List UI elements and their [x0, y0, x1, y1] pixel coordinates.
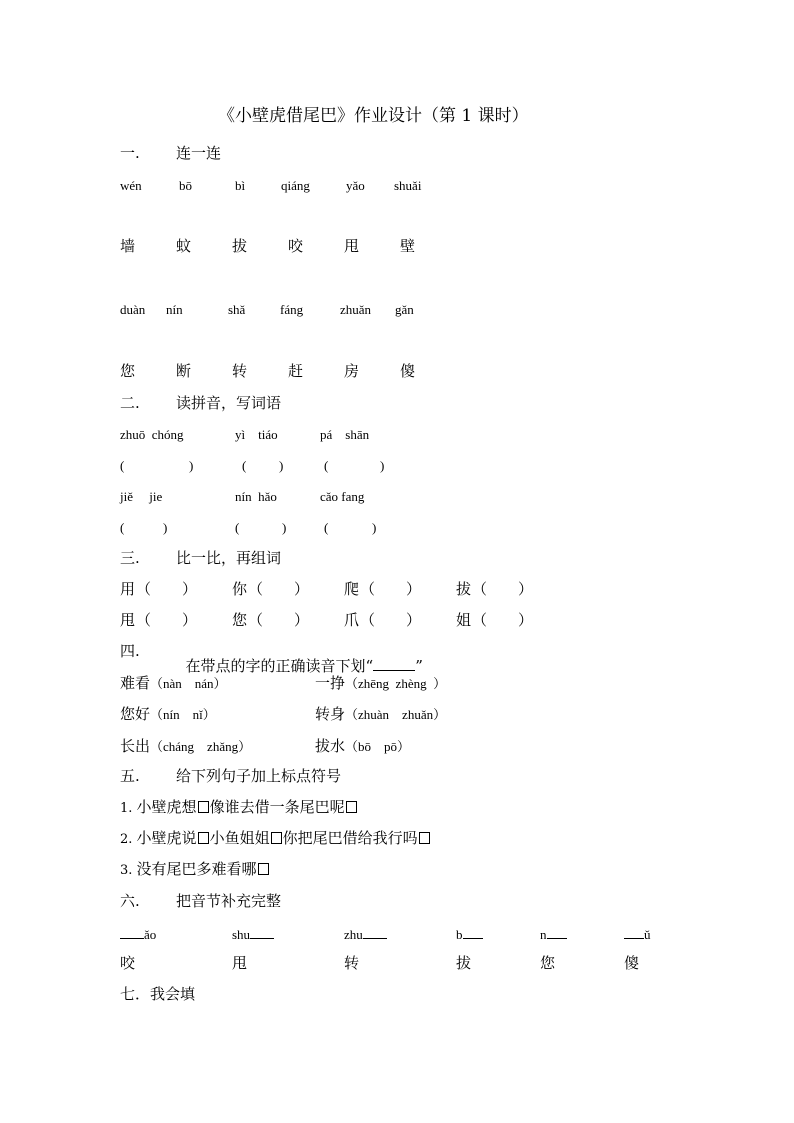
answer-paren-close: ） — [294, 580, 310, 598]
underline-blank — [373, 669, 415, 671]
compare-char: 姐 — [456, 611, 472, 629]
section-5-number: 五. — [120, 767, 140, 785]
syllable-char: 甩 — [232, 954, 248, 972]
syllable-char: 拔 — [456, 954, 472, 972]
answer-paren-close: ) — [163, 520, 168, 535]
pronunciation-item — [315, 739, 410, 754]
pinyin-phrase: cǎo fang — [320, 489, 365, 504]
answer-paren-open: （ — [136, 611, 152, 629]
pinyin-phrase: zhuō chóng — [120, 427, 184, 442]
section-7-label: 七．我会填 — [120, 985, 196, 1003]
fill-in-line — [463, 937, 483, 939]
item-pinyin-options: （cháng zhǎng） — [150, 739, 252, 754]
punctuation-box — [198, 801, 209, 813]
answer-paren-open: ( — [235, 520, 240, 535]
section-5-label: 给下列句子加上标点符号 — [176, 767, 342, 785]
answer-paren-open: （ — [360, 580, 376, 598]
pronunciation-item — [315, 707, 446, 722]
sentence-text: 小壁虎想 — [136, 798, 197, 816]
answer-paren-close: ） — [406, 580, 422, 598]
pinyin-word: bì — [235, 178, 246, 193]
hanzi-char: 壁 — [400, 237, 416, 255]
pinyin-word: shǎ — [228, 302, 246, 317]
section-4-number: 四. — [120, 642, 140, 660]
syllable-blank — [540, 928, 567, 941]
sentence-text: 小壁虎说 — [136, 829, 197, 847]
fill-in-line — [363, 937, 387, 939]
punctuation-sentence — [120, 862, 270, 877]
pinyin-word: duàn — [120, 302, 146, 317]
sentence-text: 没有尾巴多难看哪 — [136, 860, 257, 878]
answer-paren-close: ) — [189, 458, 194, 473]
punctuation-box — [258, 863, 269, 875]
syllable-char: 您 — [540, 954, 556, 972]
hanzi-char: 断 — [176, 362, 192, 380]
hanzi-char: 蚊 — [176, 237, 192, 255]
syllable-blank — [456, 928, 483, 941]
compare-char: 您 — [232, 611, 248, 629]
sentence-text: 像谁去借一条尾巴呢 — [209, 798, 345, 816]
syllable-char: 咬 — [120, 954, 136, 972]
hanzi-char: 墙 — [120, 237, 136, 255]
answer-paren-close: ） — [518, 611, 534, 629]
answer-paren-close: ) — [380, 458, 385, 473]
compare-char: 爪 — [344, 611, 360, 629]
page-title: 《小壁虎借尾巴》作业设计（第 1 课时） — [218, 106, 529, 126]
item-word: 转身 — [315, 705, 346, 723]
compare-char: 用 — [120, 580, 136, 598]
item-word: 难看 — [120, 674, 151, 692]
answer-paren-close: ） — [518, 580, 534, 598]
answer-paren-close: ） — [406, 611, 422, 629]
pinyin-word: fáng — [280, 302, 304, 317]
item-pinyin-options: （zhuàn zhuǎn） — [345, 707, 447, 722]
item-pinyin-options: （nàn nán） — [150, 676, 227, 691]
section-1-number: 一. — [120, 144, 140, 162]
syllable-prefix: shu — [232, 927, 251, 942]
sentence-number: 1. — [120, 801, 137, 816]
punctuation-sentence — [120, 800, 358, 815]
punctuation-box — [419, 832, 430, 844]
answer-paren-open: （ — [472, 611, 488, 629]
item-pinyin-options: （bō pō） — [345, 739, 411, 754]
compare-char: 甩 — [120, 611, 136, 629]
section-3-label: 比一比，再组词 — [176, 549, 282, 567]
pinyin-word: shuǎi — [394, 178, 422, 193]
section-1-label: 连一连 — [176, 144, 222, 162]
fill-in-line — [547, 937, 567, 939]
answer-paren-open: （ — [248, 580, 264, 598]
sentence-number: 2. — [120, 832, 137, 847]
answer-paren-open: （ — [248, 611, 264, 629]
pinyin-word: bō — [179, 178, 192, 193]
hanzi-char: 甩 — [344, 237, 360, 255]
syllable-char: 傻 — [624, 954, 640, 972]
item-word: 拔水 — [315, 737, 346, 755]
hanzi-char: 您 — [120, 362, 136, 380]
pronunciation-item — [120, 707, 216, 722]
item-word: 一挣 — [315, 674, 346, 692]
pinyin-phrase: yì tiáo — [235, 427, 278, 442]
section-2-label: 读拼音，写词语 — [176, 394, 282, 412]
answer-paren-close: ) — [279, 458, 284, 473]
fill-in-line — [120, 937, 144, 939]
answer-paren-open: ( — [324, 520, 329, 535]
hanzi-char: 赶 — [288, 362, 304, 380]
hanzi-char: 傻 — [400, 362, 416, 380]
pronunciation-item — [315, 676, 446, 691]
sentence-number: 3. — [120, 863, 137, 878]
hanzi-char: 咬 — [288, 237, 304, 255]
pinyin-word: yǎo — [346, 178, 365, 193]
answer-paren-open: ( — [324, 458, 329, 473]
hanzi-char: 房 — [344, 362, 360, 380]
answer-paren-close: ） — [294, 611, 310, 629]
item-word: 长出 — [120, 737, 151, 755]
fill-in-line — [250, 937, 274, 939]
punctuation-sentence — [120, 831, 431, 846]
pinyin-word: nín — [166, 302, 183, 317]
syllable-prefix: zhu — [344, 927, 363, 942]
answer-paren-close: ) — [372, 520, 377, 535]
section-6-number: 六. — [120, 892, 140, 910]
pinyin-word: wén — [120, 178, 142, 193]
answer-paren-close: ） — [182, 580, 198, 598]
syllable-char: 转 — [344, 954, 360, 972]
syllable-blank — [624, 928, 651, 941]
syllable-suffix: ǔ — [644, 927, 651, 942]
sentence-text: 小鱼姐姐 — [209, 829, 270, 847]
syllable-suffix: ǎo — [144, 927, 157, 942]
answer-paren-open: （ — [360, 611, 376, 629]
pinyin-word: gǎn — [395, 302, 414, 317]
answer-paren-open: （ — [136, 580, 152, 598]
syllable-prefix: b — [456, 927, 463, 942]
item-word: 您好 — [120, 705, 151, 723]
punctuation-box — [198, 832, 209, 844]
compare-char: 你 — [232, 580, 248, 598]
pinyin-word: zhuǎn — [340, 302, 372, 317]
sentence-text: 你把尾巴借给我行吗 — [282, 829, 418, 847]
syllable-blank — [120, 928, 156, 941]
syllable-prefix: n — [540, 927, 547, 942]
answer-paren-open: ( — [120, 520, 125, 535]
compare-char: 爬 — [344, 580, 360, 598]
fill-in-line — [624, 937, 644, 939]
section-2-number: 二. — [120, 394, 140, 412]
answer-paren-close: ) — [282, 520, 287, 535]
hanzi-char: 转 — [232, 362, 248, 380]
pinyin-phrase: pá shān — [320, 427, 370, 442]
answer-paren-close: ） — [182, 611, 198, 629]
pronunciation-item — [120, 676, 227, 691]
pinyin-word: qiáng — [281, 178, 310, 193]
item-pinyin-options: （zhēng zhèng ） — [345, 676, 447, 691]
syllable-blank — [232, 928, 274, 941]
section-6-label: 把音节补充完整 — [176, 892, 282, 910]
item-pinyin-options: （nín nǐ） — [150, 707, 216, 722]
hanzi-char: 拔 — [232, 237, 248, 255]
answer-paren-open: （ — [472, 580, 488, 598]
punctuation-box — [271, 832, 282, 844]
pinyin-phrase: nín hǎo — [235, 489, 277, 504]
section-4-label: 在带点的字的正确读音下划“ ” — [185, 657, 423, 675]
compare-char: 拔 — [456, 580, 472, 598]
syllable-blank — [344, 928, 387, 941]
section-3-number: 三. — [120, 549, 140, 567]
pinyin-phrase: jiě jie — [120, 489, 163, 504]
pronunciation-item — [120, 739, 251, 754]
punctuation-box — [346, 801, 357, 813]
answer-paren-open: ( — [120, 458, 125, 473]
answer-paren-open: ( — [242, 458, 247, 473]
